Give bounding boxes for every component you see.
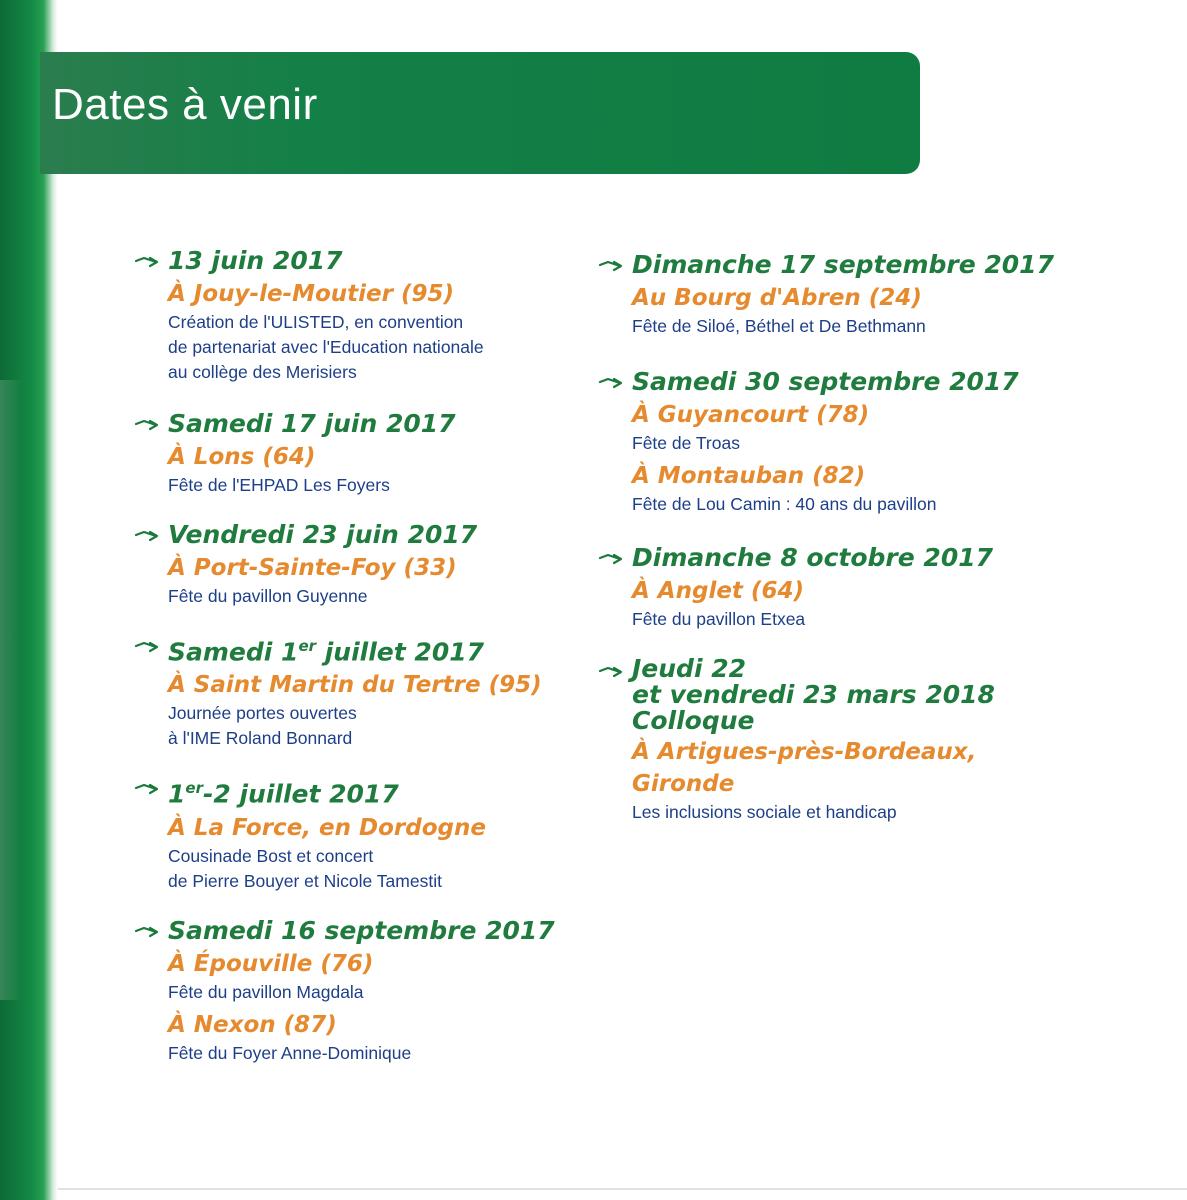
event-date-part: juillet 2017	[316, 637, 484, 667]
event-description: Fête de Troas	[632, 433, 740, 453]
event-location: À Saint Martin du Tertre (95)	[168, 672, 542, 699]
event-location: À Montauban (82)	[632, 463, 866, 489]
arrow-bullet-icon	[134, 529, 162, 543]
event-description: Fête de l'EHPAD Les Foyers	[168, 475, 390, 495]
arrow-bullet-icon	[598, 552, 626, 566]
page-title: Dates à venir	[52, 80, 318, 129]
event-description: Fête du pavillon Magdala	[168, 981, 364, 1002]
events-column-right	[596, 250, 1066, 847]
left-green-band	[0, 0, 58, 1200]
arrow-bullet-icon	[134, 640, 162, 654]
event-description: Fête de Lou Camin : 40 ans du pavillon	[632, 494, 937, 514]
event-location: À Port-Sainte-Foy (33)	[168, 555, 457, 581]
event-date: Dimanche 17 septembre 2017	[632, 250, 1054, 279]
event-date: Samedi 30 septembre 2017	[632, 367, 1019, 396]
event-description: Cousinade Bost et concert de Pierre Bouyer et Nicole Tamestit	[168, 845, 442, 891]
event-date-part: Samedi 1	[168, 637, 299, 667]
ordinal-superscript: er	[185, 779, 203, 798]
arrow-bullet-icon	[598, 259, 626, 273]
ordinal-superscript: er	[298, 637, 317, 655]
event-item	[596, 367, 1066, 517]
event-item	[132, 246, 582, 385]
event-location: À Lons (64)	[168, 444, 316, 470]
arrow-bullet-icon	[134, 255, 162, 269]
event-date-part: -2 juillet 2017	[202, 779, 399, 809]
event-location: À Artigues-près-Bordeaux, Gironde	[632, 739, 977, 797]
event-item	[596, 656, 1066, 825]
event-description: Fête du Foyer Anne-Dominique	[168, 1042, 412, 1063]
event-date: 13 juin 2017	[168, 246, 343, 275]
bottom-divider	[58, 1188, 1187, 1190]
event-description: Fête de Siloé, Béthel et De Bethmann	[632, 316, 926, 336]
event-location: À Anglet (64)	[632, 578, 804, 604]
event-item	[132, 409, 582, 498]
event-item	[596, 543, 1066, 632]
event-item	[132, 631, 582, 751]
event-date: Samedi 17 juin 2017	[168, 409, 456, 438]
event-date: Samedi 16 septembre 2017	[168, 915, 555, 945]
event-description: Les inclusions sociale et handicap	[632, 802, 897, 822]
event-item	[132, 773, 582, 893]
event-description: Journée portes ouvertes à l'IME Roland Bonnard	[168, 703, 357, 749]
event-date: Jeudi 22 et vendredi 23 mars 2018 Colloque	[632, 654, 995, 735]
arrow-bullet-icon	[134, 418, 162, 432]
arrow-bullet-icon	[598, 665, 626, 679]
event-date-part: 1	[168, 779, 186, 809]
arrow-bullet-icon	[134, 925, 162, 939]
event-date	[168, 773, 582, 809]
event-item	[596, 250, 1066, 339]
arrow-bullet-icon	[598, 376, 626, 390]
events-column-left	[132, 246, 582, 1088]
event-location: À La Force, en Dordogne	[168, 814, 486, 841]
event-location: À Épouville (76)	[168, 950, 374, 977]
event-description: Fête du pavillon Guyenne	[168, 586, 368, 606]
event-date: Dimanche 8 octobre 2017	[632, 543, 993, 572]
event-date: Vendredi 23 juin 2017	[168, 520, 478, 549]
event-location: Au Bourg d'Abren (24)	[632, 285, 922, 311]
event-description: Création de l'ULISTED, en convention de partenariat avec l'Education nationale au collège des Merisiers	[168, 312, 484, 382]
arrow-bullet-icon	[134, 782, 162, 796]
event-location: À Guyancourt (78)	[632, 402, 870, 428]
event-item	[132, 520, 582, 609]
event-location: À Jouy-le-Moutier (95)	[168, 281, 455, 307]
event-description: Fête du pavillon Etxea	[632, 609, 806, 629]
event-date	[168, 631, 582, 667]
event-location: À Nexon (87)	[168, 1011, 337, 1038]
event-item	[132, 916, 582, 1066]
